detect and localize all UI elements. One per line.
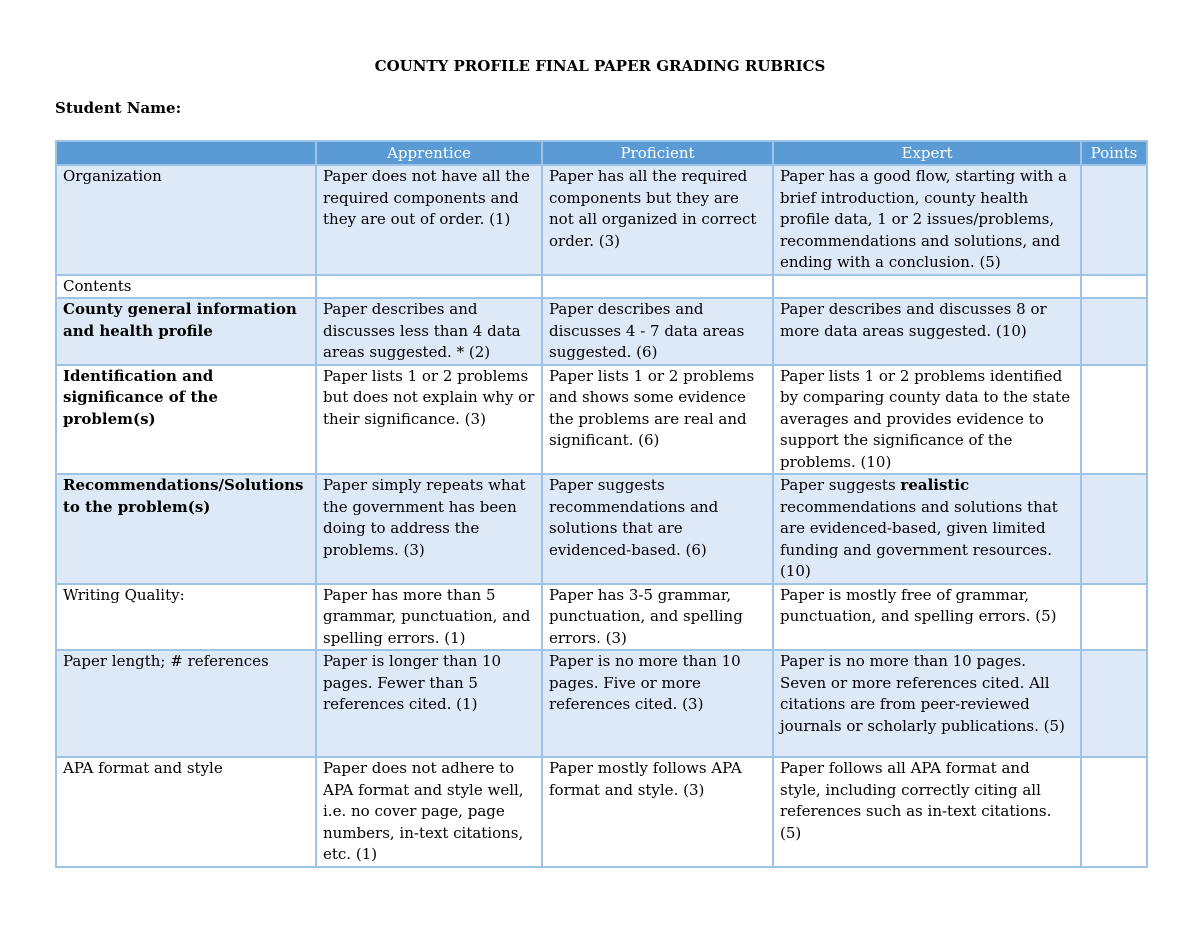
- rubric-row-writing-quality: [56, 584, 1147, 651]
- criterion-cell: Identification and significance of the problem(s): [56, 365, 316, 475]
- header-criterion: [56, 141, 316, 165]
- rubric-table: [55, 140, 1148, 868]
- expert-cell: Paper describes and discusses 8 or more data areas suggested. (10): [773, 298, 1081, 365]
- points-cell[interactable]: [1081, 365, 1147, 475]
- rubric-row-organization: [56, 165, 1147, 275]
- apprentice-cell: [316, 275, 542, 299]
- criterion-cell: Organization: [56, 165, 316, 275]
- expert-cell: Paper has a good flow, starting with a brief introduction, county health profile data, 1 or 2 issues/problems, recommendations and solutions, and ending with a conclusion. (5): [773, 165, 1081, 275]
- points-cell[interactable]: [1081, 474, 1147, 584]
- proficient-cell: Paper lists 1 or 2 problems and shows some evidence the problems are real and significant. (6): [542, 365, 773, 475]
- rubric-row-identification: [56, 365, 1147, 475]
- apprentice-cell: Paper is longer than 10 pages. Fewer than 5 references cited. (1): [316, 650, 542, 757]
- rubric-row-paper-length: [56, 650, 1147, 757]
- rubric-row-contents: [56, 275, 1147, 299]
- expert-text-post: recommendations and solutions that are evidenced-based, given limited funding and government resources. (10): [780, 497, 1058, 580]
- proficient-cell: Paper has 3-5 grammar, punctuation, and spelling errors. (3): [542, 584, 773, 651]
- expert-cell: Paper lists 1 or 2 problems identified by comparing county data to the state averages and provides evidence to support the significance of the problems. (10): [773, 365, 1081, 475]
- points-cell[interactable]: [1081, 165, 1147, 275]
- page-title: COUNTY PROFILE FINAL PAPER GRADING RUBRICS: [374, 57, 826, 75]
- header-row: [56, 141, 1147, 165]
- points-cell[interactable]: [1081, 650, 1147, 757]
- apprentice-cell: Paper simply repeats what the government has been doing to address the problems. (3): [316, 474, 542, 584]
- apprentice-cell: Paper describes and discusses less than 4 data areas suggested. * (2): [316, 298, 542, 365]
- expert-cell: Paper follows all APA format and style, including correctly citing all references such as in-text citations. (5): [773, 757, 1081, 867]
- proficient-cell: Paper describes and discusses 4 - 7 data areas suggested. (6): [542, 298, 773, 365]
- proficient-cell: Paper suggests recommendations and solutions that are evidenced-based. (6): [542, 474, 773, 584]
- points-cell[interactable]: [1081, 584, 1147, 651]
- apprentice-cell: Paper does not adhere to APA format and style well, i.e. no cover page, page numbers, in-text citations, etc. (1): [316, 757, 542, 867]
- apprentice-cell: Paper lists 1 or 2 problems but does not explain why or their significance. (3): [316, 365, 542, 475]
- expert-text-emphasis: realistic: [900, 476, 970, 494]
- criterion-cell: County general information and health profile: [56, 298, 316, 365]
- rubric-row-recommendations: [56, 474, 1147, 584]
- criterion-cell: Recommendations/Solutions to the problem(s): [56, 474, 316, 584]
- rubric-row-apa-format: [56, 757, 1147, 867]
- expert-text-pre: Paper suggests: [780, 476, 901, 494]
- criterion-cell: APA format and style: [56, 757, 316, 867]
- points-cell[interactable]: [1081, 757, 1147, 867]
- header-expert: Expert: [773, 141, 1081, 165]
- rubric-row-general-info: [56, 298, 1147, 365]
- expert-cell: Paper is no more than 10 pages. Seven or more references cited. All citations are from peer-reviewed journals or scholarly publications. (5): [773, 650, 1081, 757]
- proficient-cell: [542, 275, 773, 299]
- header-points: Points: [1081, 141, 1147, 165]
- header-proficient: Proficient: [542, 141, 773, 165]
- expert-cell: [773, 474, 1081, 584]
- proficient-cell: Paper mostly follows APA format and style. (3): [542, 757, 773, 867]
- student-name-label: Student Name:: [55, 99, 182, 117]
- points-cell[interactable]: [1081, 275, 1147, 299]
- apprentice-cell: Paper does not have all the required components and they are out of order. (1): [316, 165, 542, 275]
- header-apprentice: Apprentice: [316, 141, 542, 165]
- apprentice-cell: Paper has more than 5 grammar, punctuation, and spelling errors. (1): [316, 584, 542, 651]
- expert-cell: [773, 275, 1081, 299]
- criterion-cell: Writing Quality:: [56, 584, 316, 651]
- expert-cell: Paper is mostly free of grammar, punctuation, and spelling errors. (5): [773, 584, 1081, 651]
- criterion-cell: Paper length; # references: [56, 650, 316, 757]
- criterion-cell: Contents: [56, 275, 316, 299]
- proficient-cell: Paper is no more than 10 pages. Five or more references cited. (3): [542, 650, 773, 757]
- proficient-cell: Paper has all the required components but they are not all organized in correct order. (3): [542, 165, 773, 275]
- points-cell[interactable]: [1081, 298, 1147, 365]
